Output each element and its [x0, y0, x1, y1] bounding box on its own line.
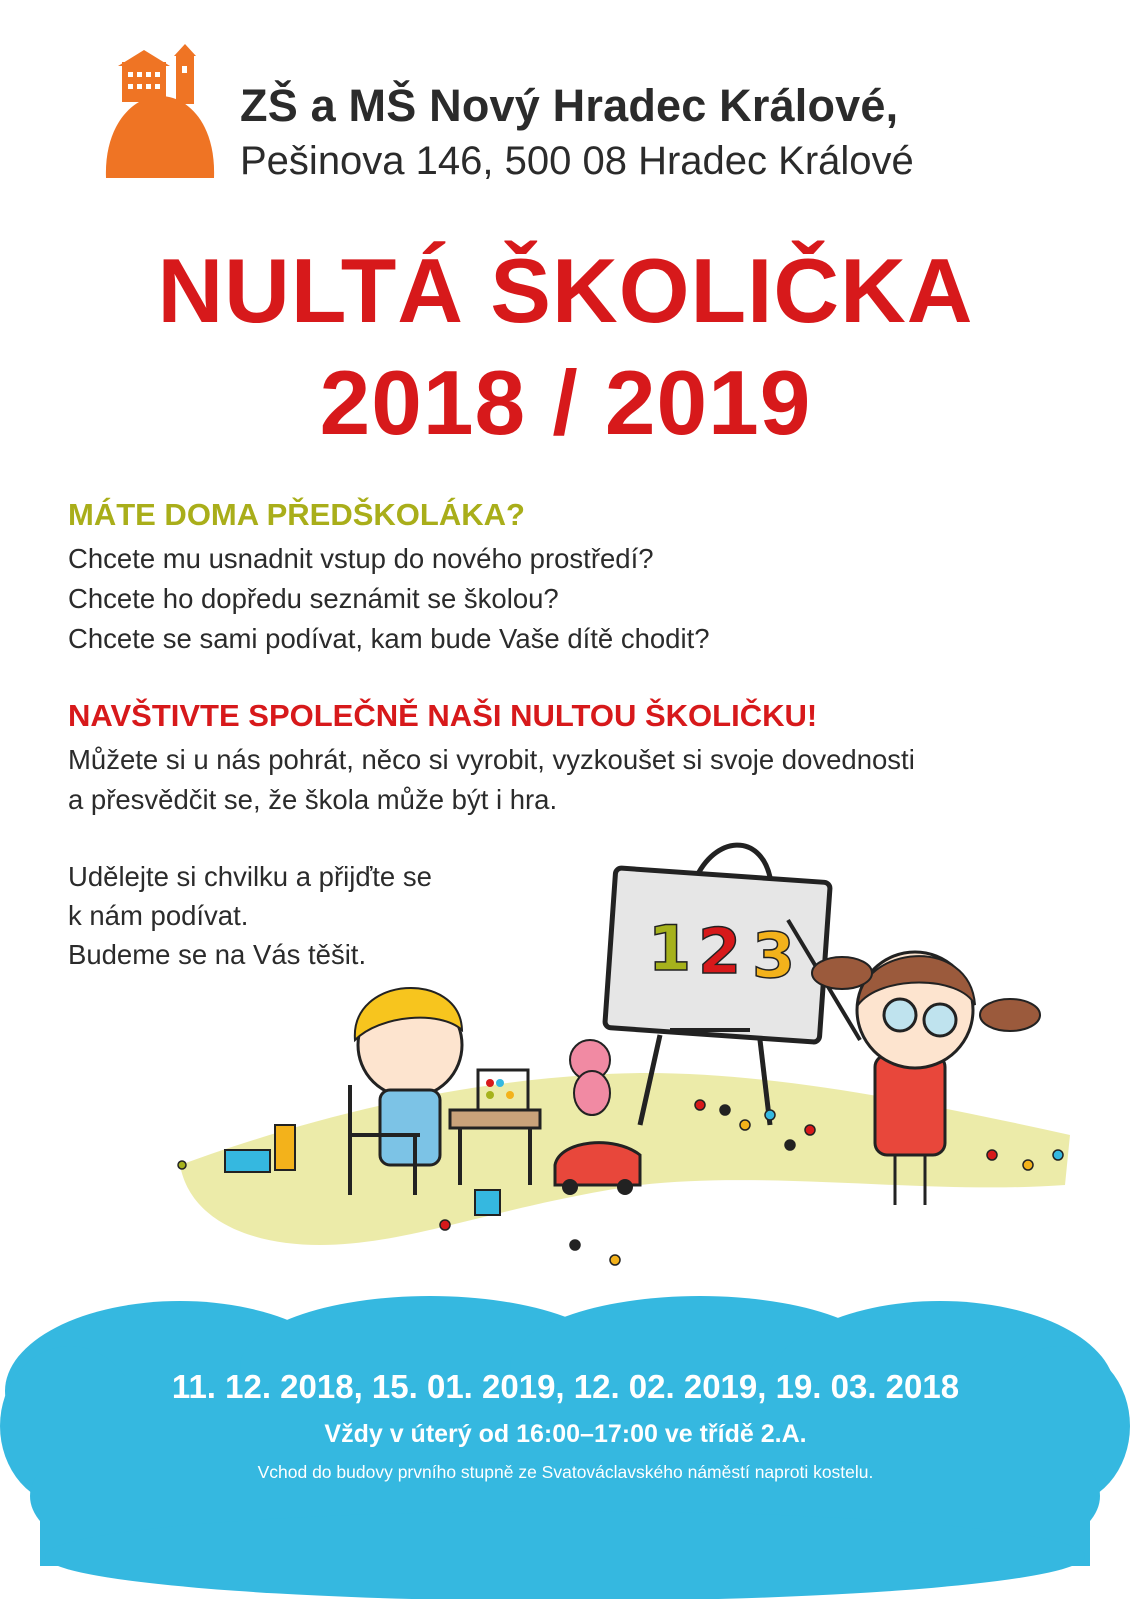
visit-heading: NAVŠTIVTE SPOLEČNĚ NAŠI NULTOU ŠKOLIČKU!	[68, 698, 818, 733]
question-line: Chcete se sami podívat, kam bude Vaše dítě chodit?	[68, 623, 710, 654]
invite-line: Udělejte si chvilku a přijďte se	[68, 861, 432, 892]
question-line: Chcete ho dopředu seznámit se školou?	[68, 583, 559, 614]
session-dates: 11. 12. 2018, 15. 01. 2019, 12. 02. 2019, 19. 03. 2018	[171, 1368, 960, 1405]
board-digit: 2	[698, 915, 742, 988]
school-year: 2018 / 2019	[319, 353, 812, 454]
page-title: NULTÁ ŠKOLIČKA	[157, 241, 974, 342]
invite-line: Budeme se na Vás těšit.	[68, 939, 367, 970]
entrance-note: Vchod do budovy prvního stupně ze Svatováclavského náměstí naproti kostelu.	[257, 1462, 874, 1482]
board-digit: 3	[752, 919, 796, 992]
board-digit: 1	[648, 912, 692, 985]
visit-line: a přesvědčit se, že škola může být i hra.	[68, 784, 558, 815]
question-line: Chcete mu usnadnit vstup do nového prostředí?	[68, 543, 654, 574]
visit-line: Můžete si u nás pohrát, něco si vyrobit, vyzkoušet si svoje dovednosti	[68, 744, 915, 775]
questions-heading: MÁTE DOMA PŘEDŠKOLÁKA?	[68, 497, 525, 532]
children-classroom-illustration-icon	[170, 825, 1080, 1305]
school-name: ZŠ a MŠ Nový Hradec Králové,	[240, 80, 899, 131]
invite-line: k nám podívat.	[68, 900, 249, 931]
school-address: Pešinova 146, 500 08 Hradec Králové	[240, 139, 914, 183]
school-hill-logo-icon	[104, 44, 216, 178]
session-schedule: Vždy v úterý od 16:00–17:00 ve třídě 2.A.	[324, 1420, 807, 1448]
